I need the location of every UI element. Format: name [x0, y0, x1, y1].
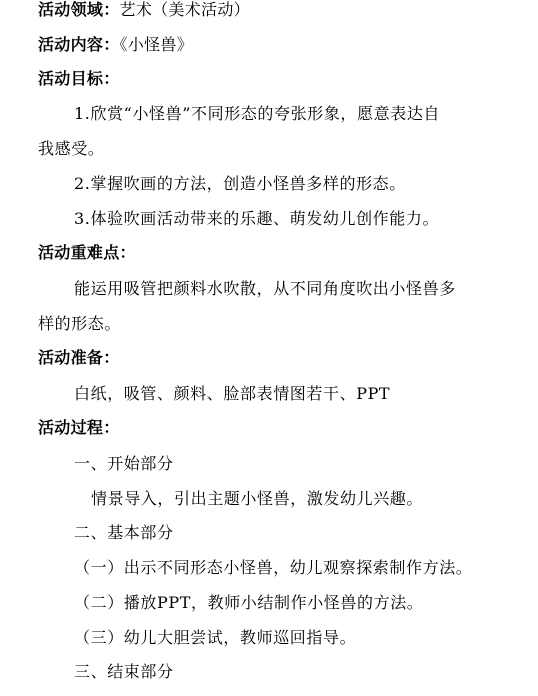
field-value: 艺术（美术活动） — [119, 0, 250, 19]
key-points-line-1: 能运用吸管把颜料水吹散，从不同角度吹出小怪兽多 — [74, 279, 456, 298]
content-value: 《小怪兽》 — [119, 35, 194, 54]
field-heading — [38, 0, 250, 20]
key-points-line-2: 样的形态。 — [38, 314, 122, 333]
process-part-2-title: 二、基本部分 — [74, 523, 174, 542]
process-heading: 活动过程： — [38, 418, 120, 437]
process-part-2-step-1: （一）出示不同形态小怪兽，幼儿观察探索制作方法。 — [74, 558, 473, 577]
content-label: 活动内容： — [38, 35, 120, 54]
preparation-heading: 活动准备： — [38, 348, 120, 367]
goal-item-1-line-1: 1.欣赏“小怪兽”不同形态的夸张形象，愿意表达自 — [74, 104, 441, 123]
process-part-1-title: 一、开始部分 — [74, 454, 174, 473]
process-part-1-text: 情景导入，引出主题小怪兽，激发幼儿兴趣。 — [91, 489, 424, 508]
key-points-heading: 活动重难点： — [38, 243, 136, 262]
goal-item-1-line-2: 我感受。 — [38, 139, 105, 158]
goal-item-2: 2.掌握吹画的方法，创造小怪兽多样的形态。 — [74, 174, 406, 193]
process-part-2-step-2: （二）播放PPT，教师小结制作小怪兽的方法。 — [74, 593, 424, 612]
goal-item-3: 3.体验吹画活动带来的乐趣、萌发幼儿创作能力。 — [74, 209, 440, 228]
process-part-2-step-3: （三）幼儿大胆尝试，教师巡回指导。 — [74, 628, 357, 647]
goals-heading: 活动目标： — [38, 69, 120, 88]
preparation-text: 白纸，吸管、颜料、脸部表情图若干、PPT — [74, 384, 391, 403]
field-label: 活动领域： — [38, 0, 120, 19]
content-heading — [38, 35, 193, 55]
process-part-3-title: 三、结束部分 — [74, 662, 174, 681]
